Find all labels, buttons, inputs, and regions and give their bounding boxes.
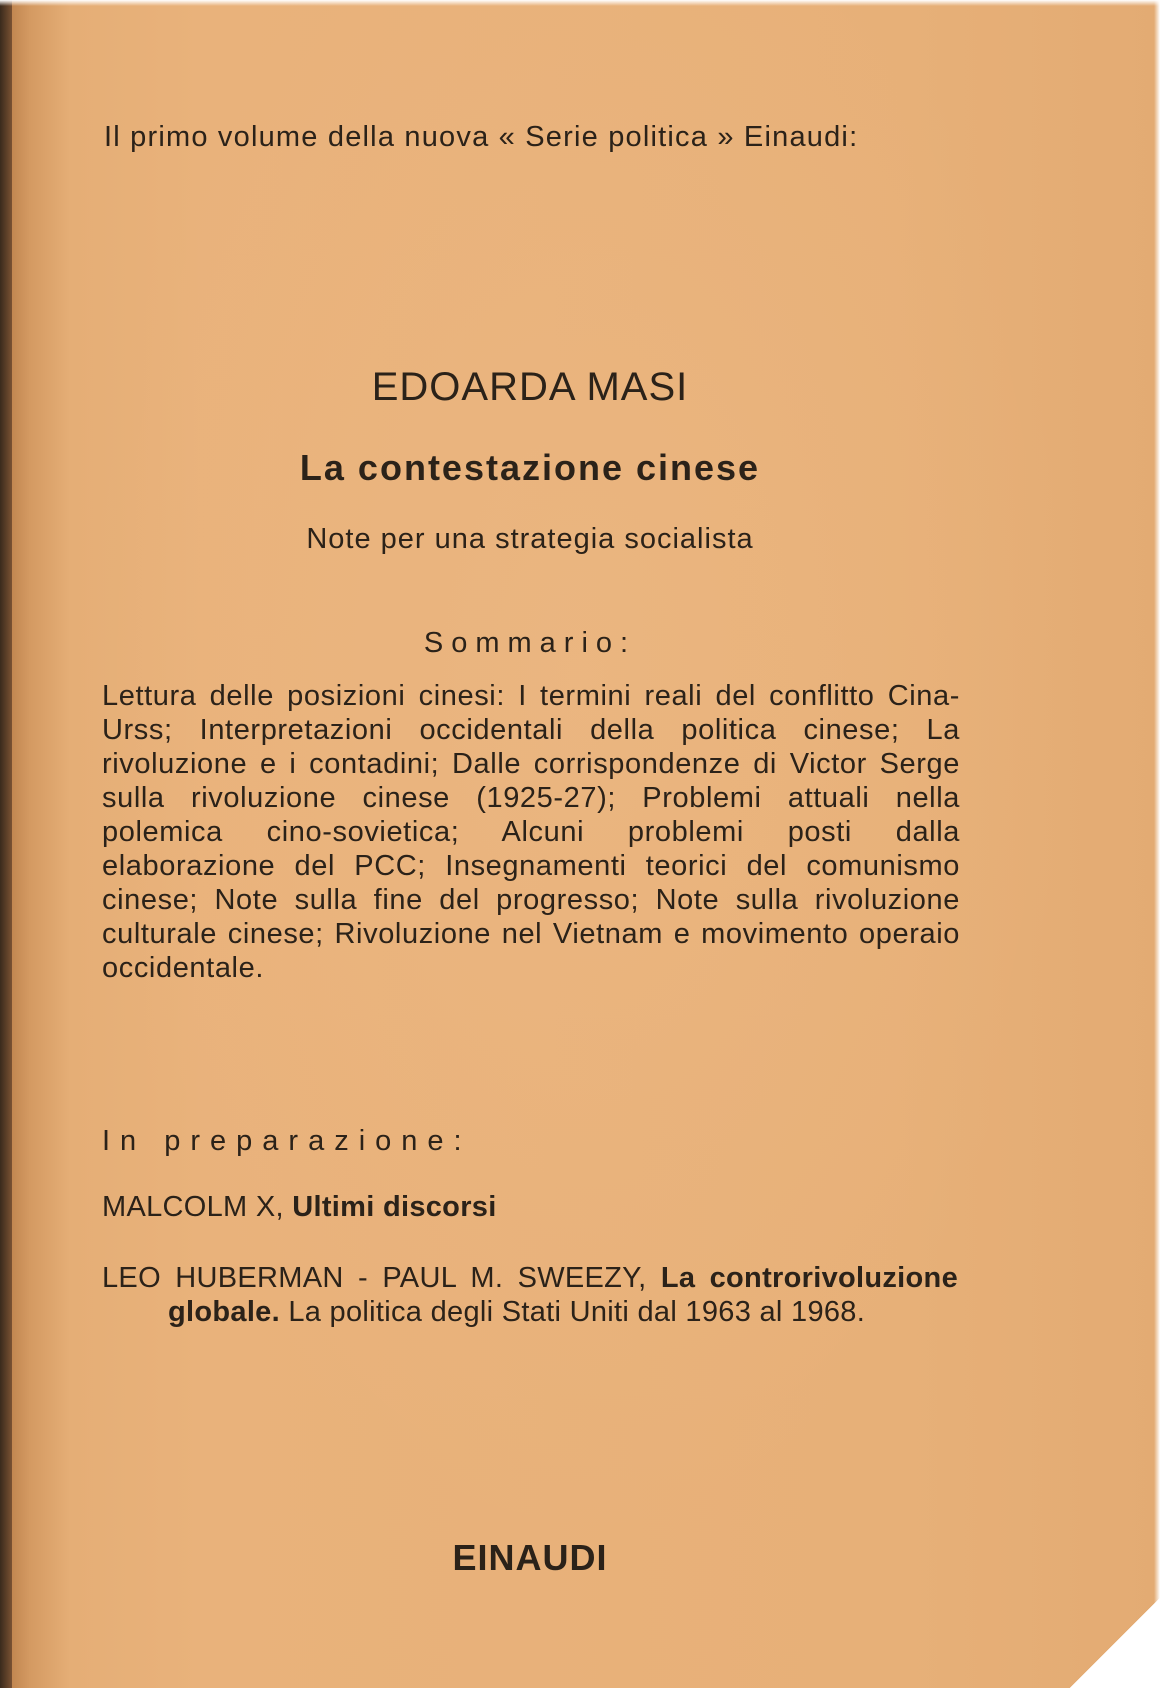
book-title: La contestazione cinese — [299, 447, 761, 488]
in-preparation-heading: In preparazione: — [102, 1125, 472, 1157]
entry-note: La politica degli Stati Uniti dal 1963 al 1968. — [288, 1296, 866, 1328]
entry-work-title: Ultimi discorsi — [292, 1191, 497, 1223]
book-subtitle: Note per una strategia socialista — [306, 523, 754, 555]
forthcoming-entry — [102, 1190, 958, 1224]
publisher-name: EINAUDI — [452, 1537, 608, 1578]
book-author: EDOARDA MASI — [371, 365, 689, 409]
summary-text: Lettura delle posizioni cinesi: I termini reali del conflitto Cina-Urss; Interpretazioni occidentali della politica cinese; La rivoluzione e i contadini; Dalle corrispondenze di Victor Serge sulla rivoluzione cinese (1925-27); Problemi attuali nella polemica cino-sovietica; Alcuni problemi posti dalla elaborazione del PCC; Insegnamenti teorici del comunismo cinese; Note sulla fine del progresso; Note sulla rivoluzione culturale cinese; Rivoluzione nel Vietnam e movimento operaio occidentale. — [102, 680, 960, 984]
entry-authors: MALCOLM X, — [102, 1191, 284, 1223]
right-edge — [1154, 0, 1160, 1688]
torn-corner — [1070, 1598, 1160, 1688]
summary-heading: Sommario: — [423, 627, 637, 659]
entry-authors: LEO HUBERMAN - PAUL M. SWEEZY, — [102, 1262, 647, 1294]
binding-edge — [0, 0, 12, 1688]
forthcoming-entry — [102, 1261, 958, 1329]
entry-work-title: La controrivoluzione globale. — [168, 1262, 958, 1328]
top-edge — [0, 0, 1160, 6]
series-intro: Il primo volume della nuova « Serie politica » Einaudi: — [104, 121, 859, 153]
